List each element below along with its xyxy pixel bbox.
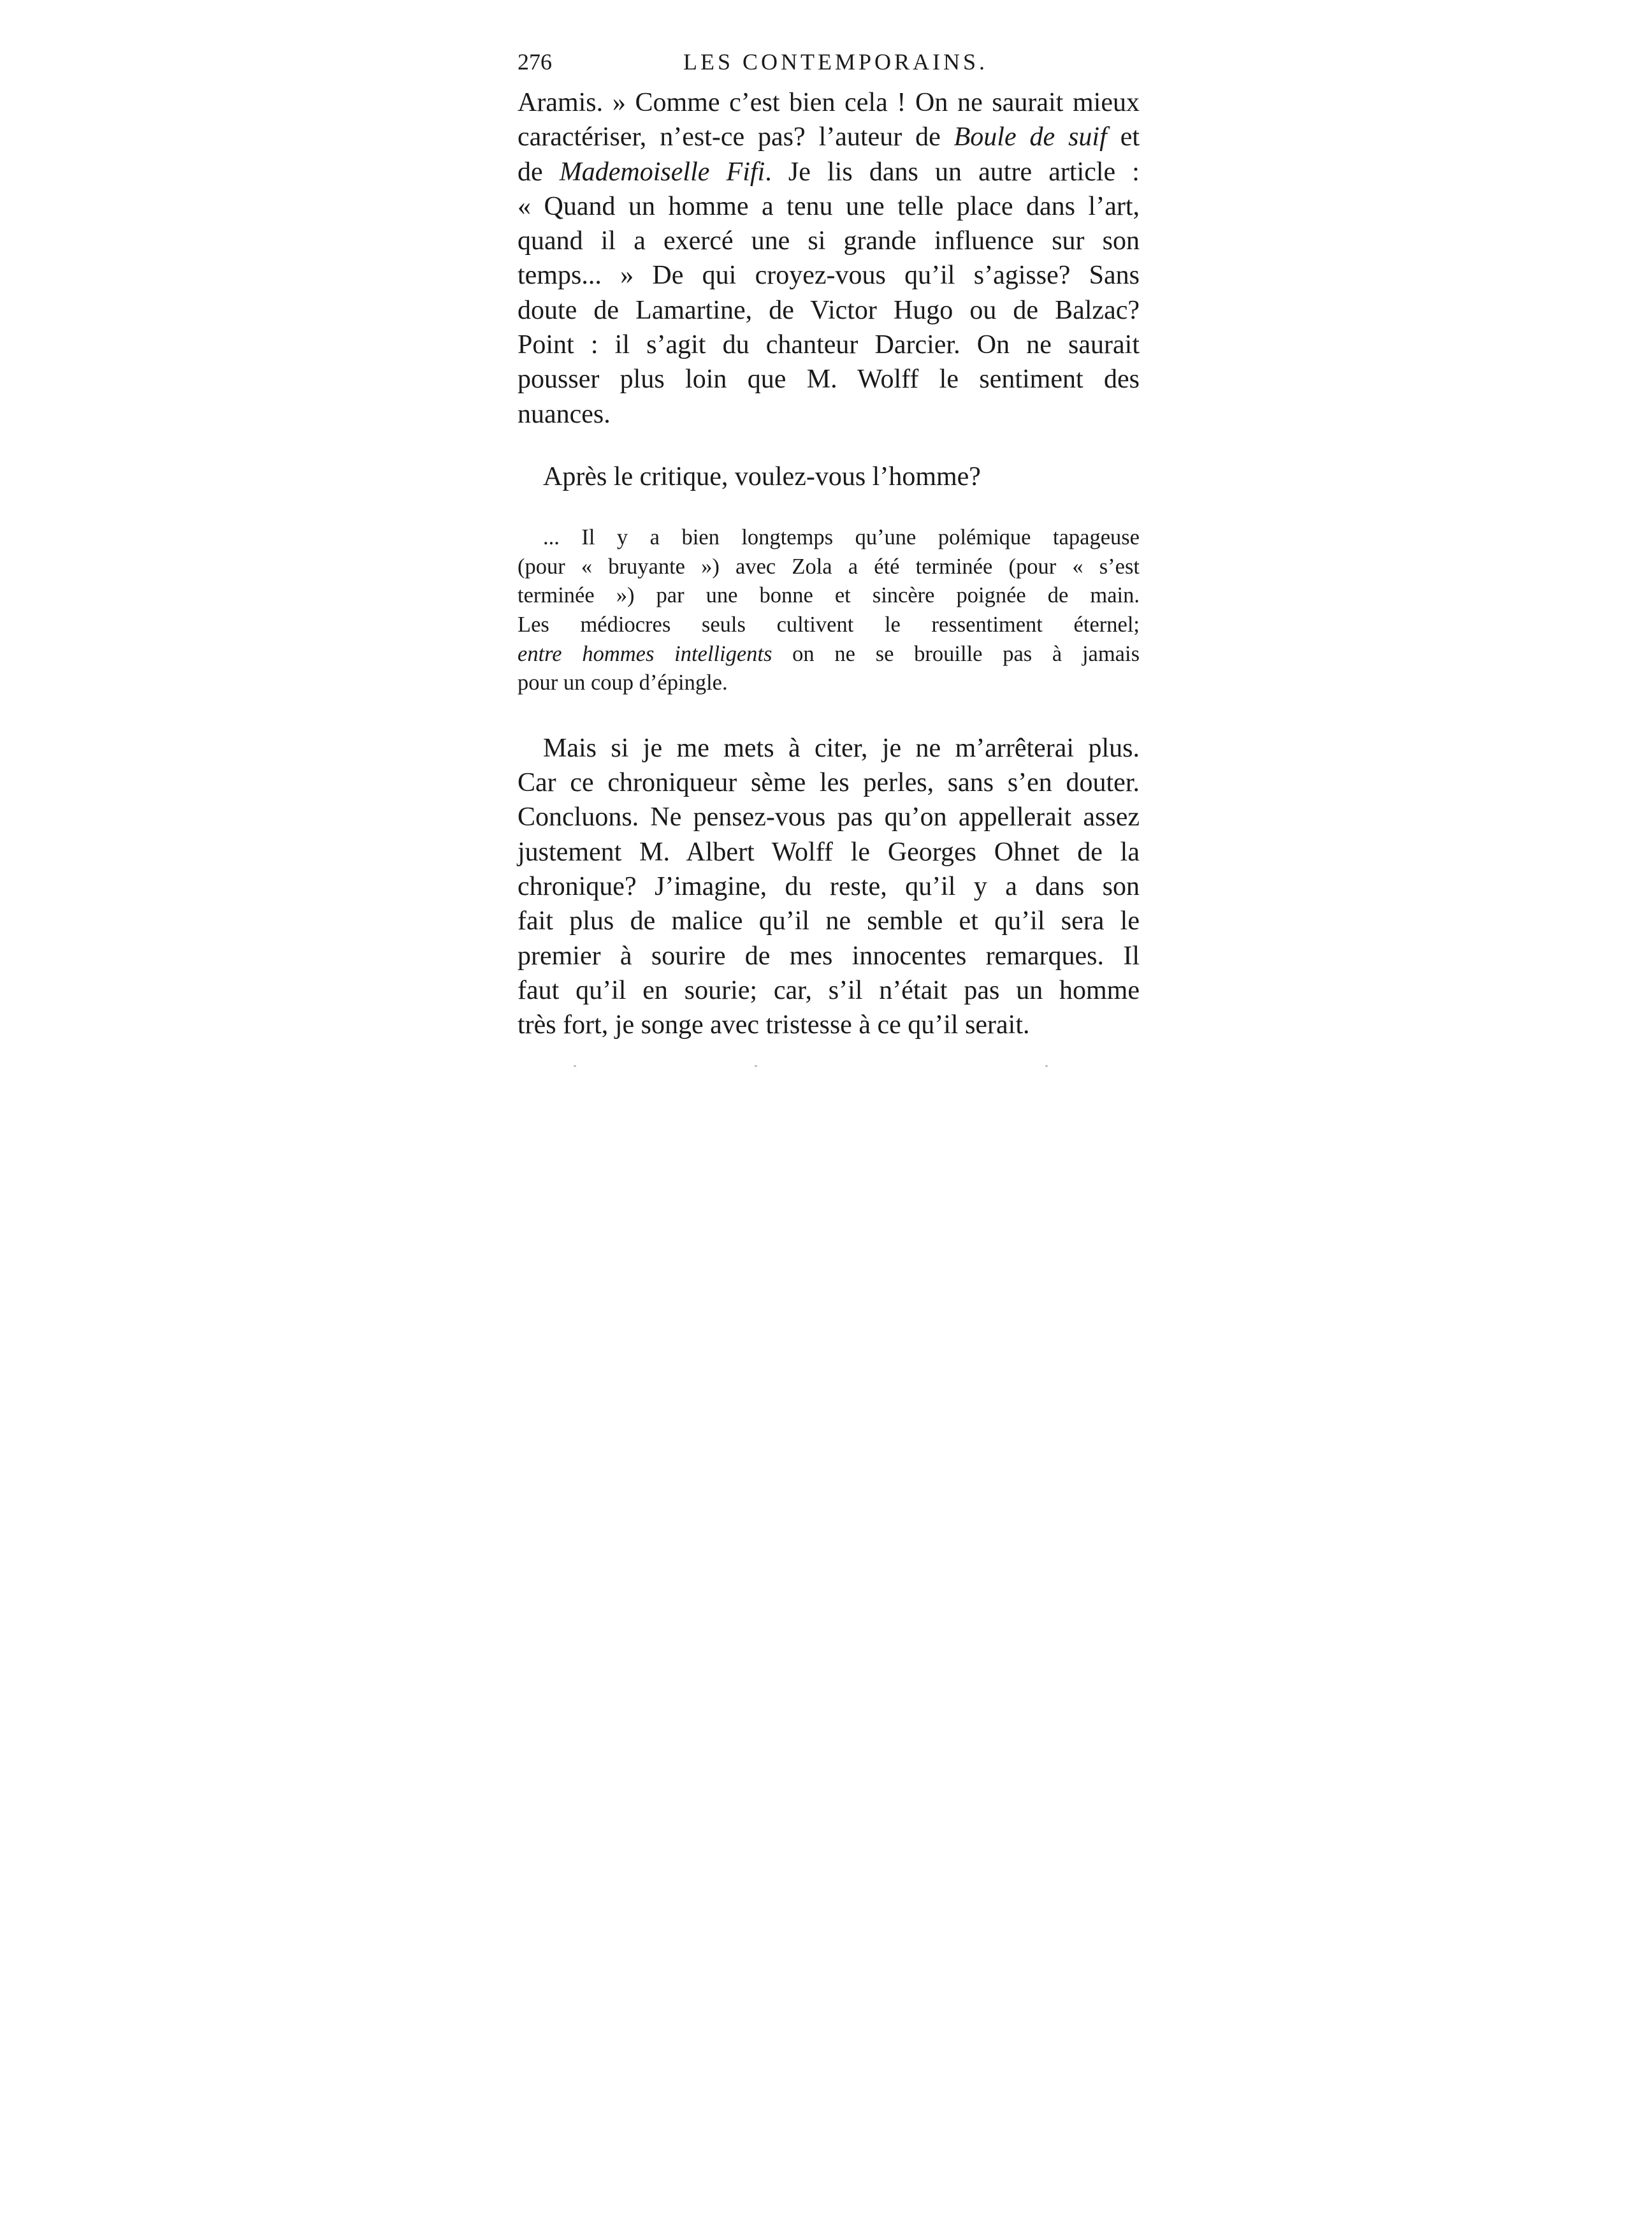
text-line: justement M. Albert Wolff le Georges Ohnet de la bbox=[518, 837, 1140, 867]
text-line: Point : il s’agit du chanteur Darcier. On ne saurait bbox=[518, 330, 1140, 360]
text-line: premier à sourire de mes innocentes remarques. Il bbox=[518, 941, 1140, 971]
text-line: doute de Lamartine, de Victor Hugo ou de Balzac? bbox=[518, 295, 1140, 325]
text-line: Après le critique, voulez-vous l’homme? bbox=[543, 461, 981, 491]
text-line: pousser plus loin que M. Wolff le sentiment des bbox=[518, 365, 1140, 395]
text-run: . Je lis dans un autre article : bbox=[765, 157, 1140, 187]
text-line bbox=[518, 155, 1140, 189]
title-boule-de-suif: Boule de suif bbox=[953, 122, 1107, 152]
text-line: Car ce chroniqueur sème les perles, sans s’en douter. bbox=[518, 768, 1140, 798]
text-run: caractériser, n’est-ce pas? l’auteur de bbox=[518, 122, 954, 152]
text-line: temps... » De qui croyez-vous qu’il s’agisse? Sans bbox=[518, 261, 1140, 291]
text-line bbox=[518, 120, 1140, 154]
paragraph-conclusion bbox=[518, 731, 1140, 1043]
scan-speck bbox=[755, 1065, 757, 1067]
text-line: fait plus de malice qu’il ne semble et qu’il sera le bbox=[518, 906, 1140, 936]
paragraph-critique bbox=[518, 460, 1140, 494]
block-quote bbox=[518, 523, 1140, 698]
running-head bbox=[518, 40, 1140, 84]
title-mademoiselle-fifi: Mademoiselle Fifi bbox=[559, 157, 765, 187]
quote-line: pour un coup d’épingle. bbox=[518, 671, 728, 695]
paragraph-aramis bbox=[518, 85, 1140, 432]
book-page bbox=[518, 40, 1140, 1043]
scan-speck bbox=[1045, 1065, 1048, 1067]
quote-line: Les médiocres seuls cultivent le ressentiment éternel; bbox=[518, 613, 1140, 637]
text-line: très fort, je songe avec tristesse à ce qu’il serait. bbox=[518, 1010, 1030, 1040]
text-line: Aramis. » Comme c’est bien cela ! On ne saurait mieux bbox=[518, 88, 1140, 117]
running-title: LES CONTEMPORAINS. bbox=[683, 49, 989, 75]
text-run: et bbox=[1106, 122, 1140, 152]
text-line: nuances. bbox=[518, 399, 611, 429]
text-line: quand il a exercé une si grande influence sur son bbox=[518, 226, 1140, 256]
quote-line: terminée ») par une bonne et sincère poignée de main. bbox=[518, 583, 1140, 608]
text-line: « Quand un homme a tenu une telle place dans l’art, bbox=[518, 191, 1140, 221]
text-line: chronique? J’imagine, du reste, qu’il y a dans son bbox=[518, 872, 1140, 902]
quote-line: ... Il y a bien longtemps qu’une polémique tapageuse bbox=[543, 525, 1140, 550]
quote-line: (pour « bruyante ») avec Zola a été terminée (pour « s’est bbox=[518, 554, 1140, 579]
page-number: 276 bbox=[518, 49, 552, 75]
text-line: Mais si je me mets à citer, je ne m’arrêterai plus. bbox=[543, 733, 1140, 763]
text-line: faut qu’il en sourie; car, s’il n’était pas un homme bbox=[518, 975, 1140, 1005]
quote-line bbox=[518, 640, 1140, 669]
text-run: de bbox=[518, 157, 560, 187]
text-run: on ne se brouille pas à jamais bbox=[772, 641, 1140, 666]
text-line: Concluons. Ne pensez-vous pas qu’on appellerait assez bbox=[518, 802, 1140, 832]
scan-speck bbox=[574, 1065, 576, 1067]
emphasis-entre-hommes-intelligents: entre hommes intelligents bbox=[518, 641, 772, 666]
